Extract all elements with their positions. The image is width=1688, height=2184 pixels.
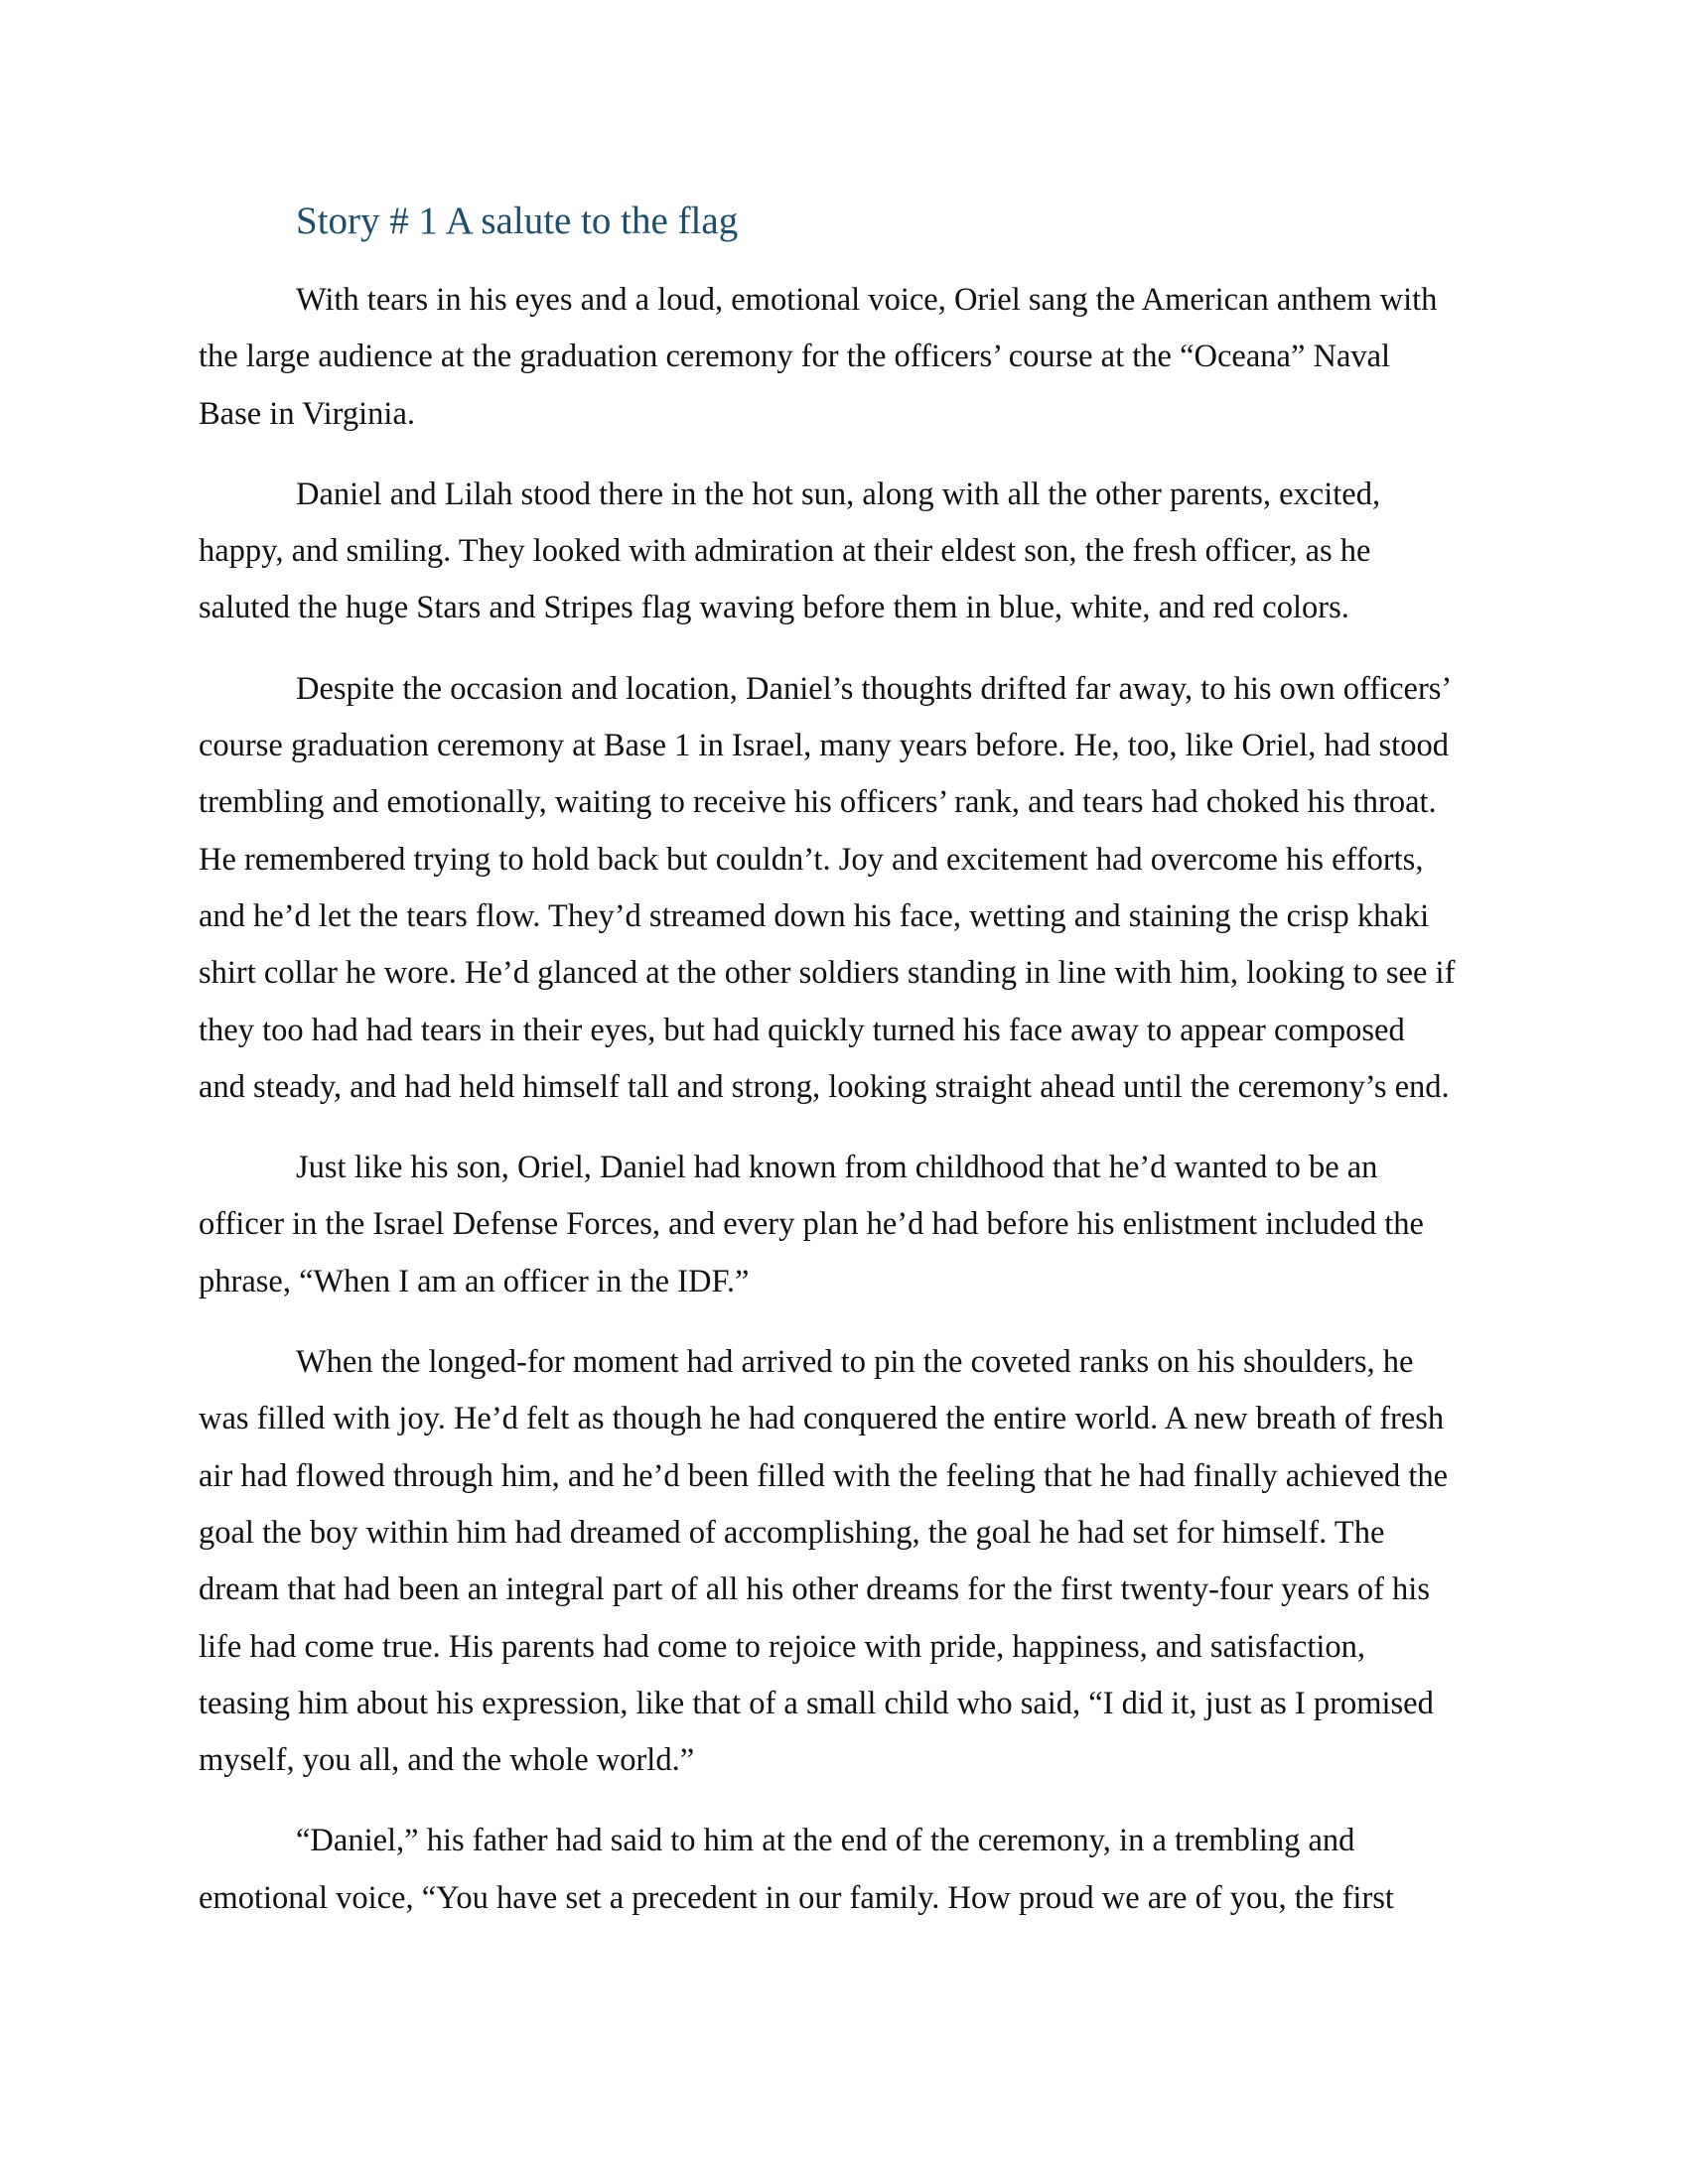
paragraph-line: myself, you all, and the whole world.”: [199, 1742, 695, 1779]
paragraph-line: life had come true. His parents had come to rejoice with pride, happiness, and satisfaction,: [199, 1628, 1366, 1665]
paragraph-line: When the longed-for moment had arrived to pin the coveted ranks on his shoulders, he: [296, 1344, 1414, 1381]
paragraph-line: Just like his son, Oriel, Daniel had known from childhood that he’d wanted to be an: [296, 1150, 1378, 1186]
paragraph-line: phrase, “When I am an officer in the IDF.”: [199, 1263, 750, 1299]
paragraph-line: Daniel and Lilah stood there in the hot sun, along with all the other parents, excited,: [296, 476, 1381, 512]
paragraph-line: the large audience at the graduation ceremony for the officers’ course at the “Oceana” Naval: [199, 339, 1391, 375]
paragraph-line: teasing him about his expression, like that of a small child who said, “I did it, just as I promised: [199, 1685, 1434, 1721]
paragraph-line: and he’d let the tears flow. They’d streamed down his face, wetting and staining the crisp khaki: [199, 897, 1430, 934]
paragraph-line: He remembered trying to hold back but couldn’t. Joy and excitement had overcome his efforts,: [199, 841, 1424, 878]
paragraph-line: course graduation ceremony at Base 1 in Israel, many years before. He, too, like Oriel, had stood: [199, 728, 1449, 764]
paragraph-line: air had flowed through him, and he’d been filled with the feeling that he had finally achieved the: [199, 1457, 1449, 1494]
paragraph-3: [199, 661, 1499, 1116]
paragraph-line: officer in the Israel Defense Forces, and every plan he’d had before his enlistment included the: [199, 1206, 1424, 1243]
paragraph-line: trembling and emotionally, waiting to receive his officers’ rank, and tears had choked his throat.: [199, 784, 1437, 821]
paragraph-2: [199, 467, 1499, 637]
paragraph-6: [199, 1813, 1499, 1927]
story-body: [199, 272, 1499, 1951]
paragraph-line: they too had had tears in their eyes, but had quickly turned his face away to appear composed: [199, 1012, 1405, 1048]
paragraph-line: dream that had been an integral part of all his other dreams for the first twenty-four years of his: [199, 1571, 1430, 1608]
paragraph-line: shirt collar he wore. He’d glanced at the other soldiers standing in line with him, looking to see if: [199, 955, 1456, 992]
paragraph-line: Base in Virginia.: [199, 395, 416, 432]
paragraph-line: Despite the occasion and location, Daniel’s thoughts drifted far away, to his own officers’: [296, 670, 1453, 707]
paragraph-1: [199, 272, 1499, 443]
paragraph-line: and steady, and had held himself tall and strong, looking straight ahead until the ceremony’s end.: [199, 1068, 1450, 1105]
paragraph-line: With tears in his eyes and a loud, emotional voice, Oriel sang the American anthem with: [296, 282, 1438, 318]
paragraph-4: [199, 1140, 1499, 1310]
paragraph-line: saluted the huge Stars and Stripes flag waving before them in blue, white, and red colors.: [199, 590, 1349, 626]
paragraph-line: goal the boy within him had dreamed of accomplishing, the goal he had set for himself. The: [199, 1514, 1385, 1551]
paragraph-line: was filled with joy. He’d felt as though he had conquered the entire world. A new breath of fresh: [199, 1401, 1445, 1437]
paragraph-5: [199, 1334, 1499, 1789]
paragraph-line: emotional voice, “You have set a precedent in our family. How proud we are of you, the first: [199, 1879, 1394, 1916]
paragraph-line: happy, and smiling. They looked with admiration at their eldest son, the fresh officer, as he: [199, 533, 1371, 570]
paragraph-line: “Daniel,” his father had said to him at the end of the ceremony, in a trembling and: [296, 1823, 1355, 1859]
story-title: Story # 1 A salute to the flag: [296, 200, 739, 242]
